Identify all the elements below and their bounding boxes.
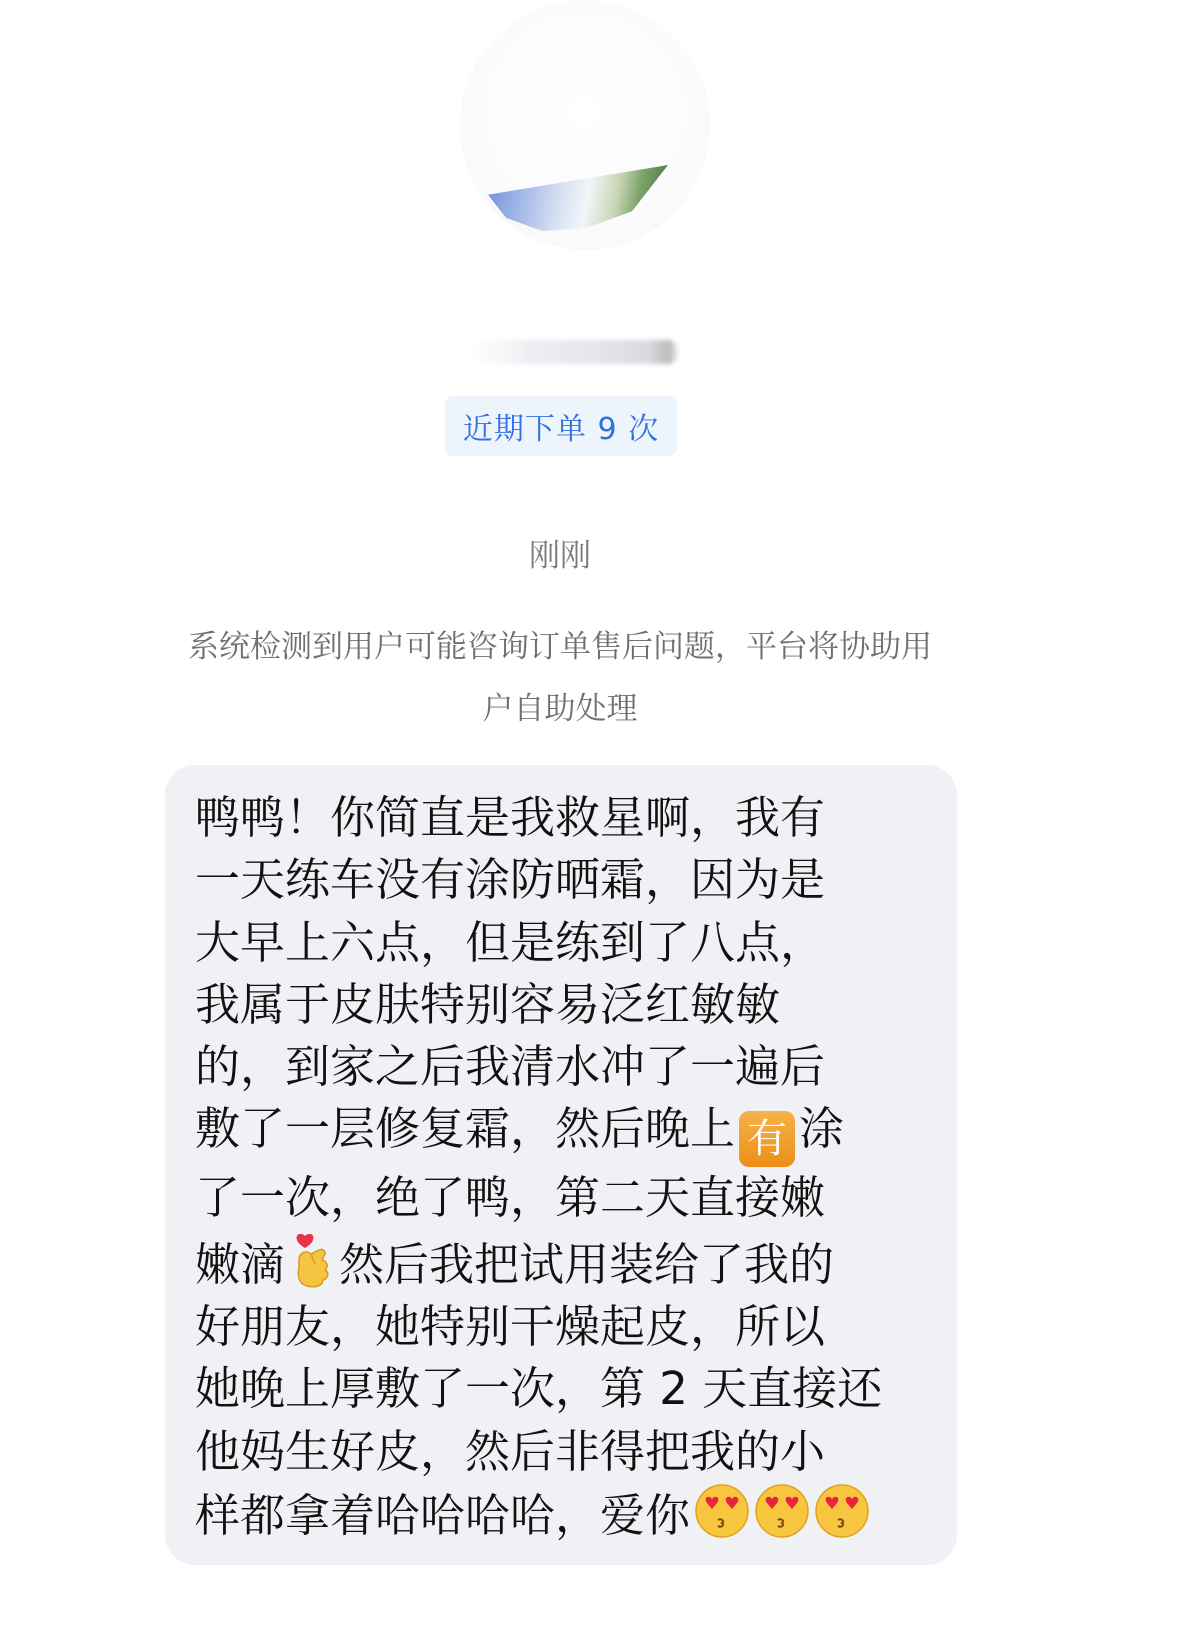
message-line: 一天练车没有涂防晒霜，因为是 [195,853,826,907]
contact-name-blurred [470,340,680,364]
message-line: 了一次，绝了鸭，第二天直接嫩 [195,1171,826,1225]
message-line: 好朋友，她特别干燥起皮，所以 [195,1300,826,1354]
message-fragment: 样都拿着哈哈哈哈，爱你 [195,1488,691,1542]
message-fragment: 敷了一层修复霜，然后晚上 [195,1102,736,1156]
system-notice [120,616,1000,740]
finger-heart-icon [289,1230,335,1290]
heart-eyes-icon [754,1483,810,1539]
message-text [195,787,925,1547]
message-line: 鸭鸭！你简直是我救星啊，我有 [195,791,826,844]
message-line [195,1098,925,1167]
system-notice-line: 系统检测到用户可能咨询订单售后问题，平台将协助用 [188,629,932,665]
recent-orders-badge[interactable] [445,396,677,456]
message-fragment: 涂 [799,1102,845,1156]
message-timestamp: 刚刚 [529,538,591,574]
message-fragment: 然后我把试用装给了我的 [339,1237,835,1291]
message-line: 的，到家之后我清水冲了一遍后 [195,1040,826,1094]
you-emoji-icon: 有 [739,1111,795,1167]
message-line: 我属于皮肤特别容易泛红敏敏 [195,977,781,1031]
message-line [195,1483,925,1547]
message-line: 她晚上厚敷了一次，第 2 天直接还 [195,1362,883,1416]
message-line [195,1230,925,1296]
contact-avatar[interactable] [430,0,750,330]
heart-eyes-icon [694,1483,750,1539]
message-line: 大早上六点，但是练到了八点， [195,915,826,969]
recent-orders-label: 近期下单 9 次 [462,412,660,447]
message-fragment: 嫩滴 [195,1237,286,1291]
message-line: 他妈生好皮，然后非得把我的小 [195,1424,826,1478]
heart-eyes-icon [814,1483,870,1539]
incoming-message-bubble[interactable] [165,765,957,1565]
system-notice-line: 户自助处理 [482,691,638,727]
